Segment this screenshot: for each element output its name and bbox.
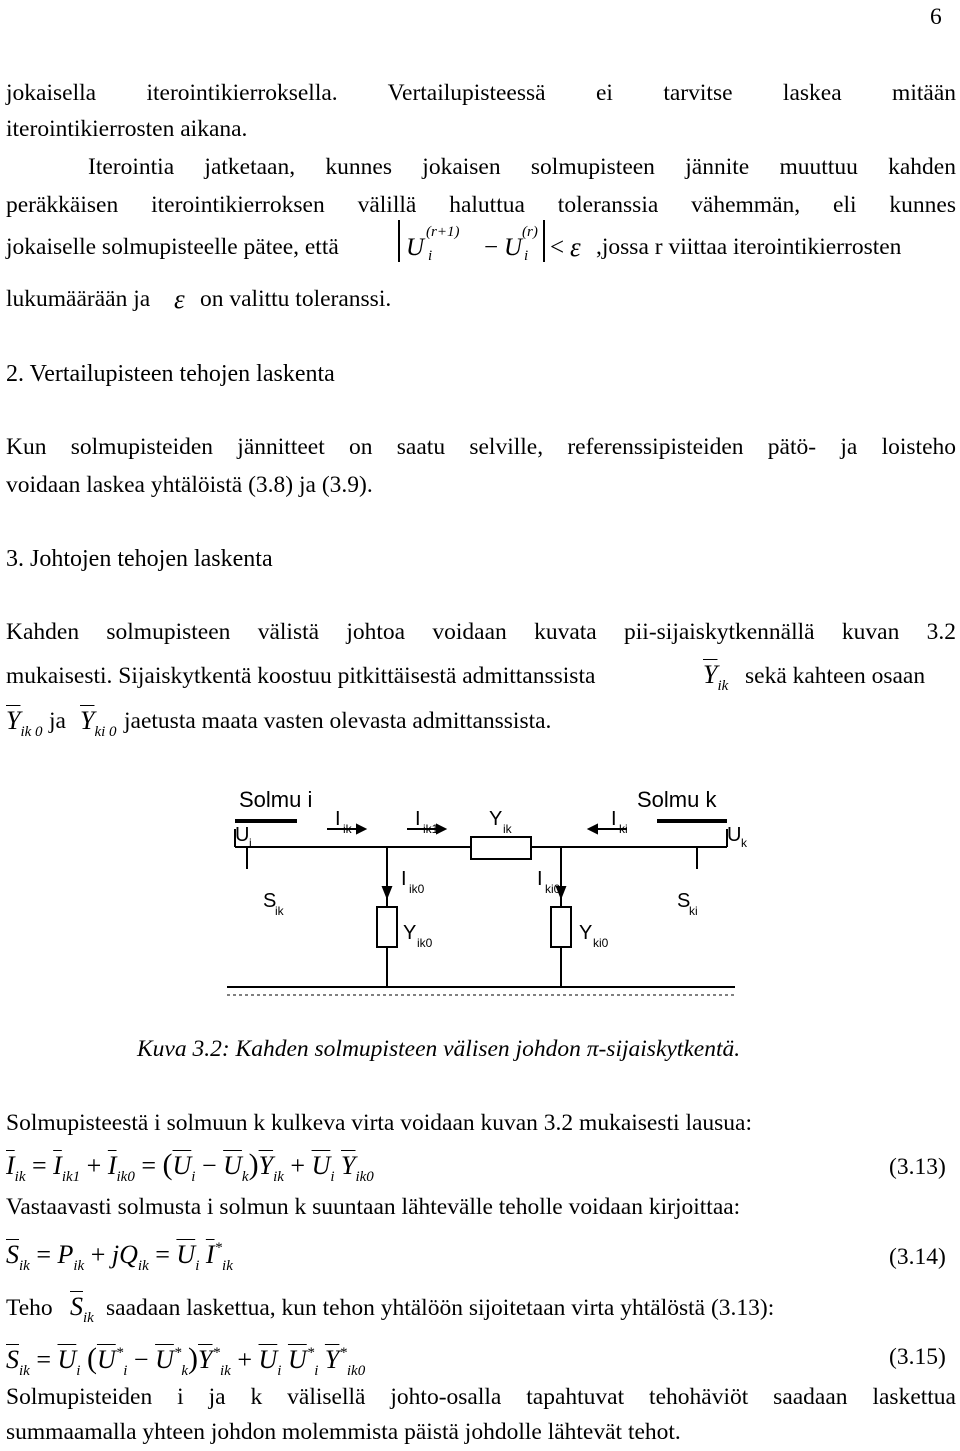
formula-sup-1: (r+1): [426, 224, 460, 240]
paragraph-2-line-1: Iterointia jatketaan, kunnes jokaisen solmupisteen jännite muuttuu kahden: [88, 154, 956, 180]
convergence-formula: [398, 218, 594, 270]
paragraph-4-line-2-start: mukaisesti. Sijaiskytkentä koostuu pitkittäisestä admittanssista: [6, 663, 596, 689]
y-ik0-label: Y: [403, 922, 417, 944]
u-i-label: U: [235, 824, 250, 846]
formula-sup-2: (r): [522, 224, 538, 240]
y-ik-label: Y: [489, 808, 503, 830]
paragraph-5: Solmupisteestä i solmuun k kulkeva virta voidaan kuvan 3.2 mukaisesti lausua:: [6, 1110, 753, 1136]
paragraph-2-line-3-end: ,jossa r viittaa iterointikierrosten: [596, 234, 902, 260]
formula-epsilon: ε: [570, 232, 581, 262]
y-ki0-box: [551, 907, 571, 947]
s-ik-sub: ik: [275, 904, 284, 918]
y-ki0-label: Y: [579, 922, 593, 944]
y-ik0-inline: $\overline{Y}_{ik 0}$: [6, 706, 43, 740]
paragraph-2-line-3-start: jokaiselle solmupisteelle pätee, että: [6, 234, 339, 260]
solmu-i-label: Solmu i: [239, 787, 313, 812]
i-ik1-sub: ik1: [423, 822, 439, 836]
solmu-k-label: Solmu k: [637, 787, 717, 812]
s-ki-sub: ki: [689, 904, 698, 918]
i-ki0-label: I: [537, 868, 543, 890]
formula-sub-1: i: [428, 248, 433, 264]
i-ik0-label: I: [401, 868, 407, 890]
paragraph-2-line-2: peräkkäisen iterointikierroksen välillä haluttua toleranssia vähemmän, eli kunnes: [6, 192, 956, 218]
paragraph-7-start: Teho: [6, 1295, 53, 1321]
section-heading-3: 3. Johtojen tehojen laskenta: [6, 546, 273, 572]
y-ik0-sub: ik0: [417, 936, 433, 950]
u-i-sub: i: [249, 836, 252, 850]
formula-less-than: <: [550, 234, 565, 261]
paragraph-1-line-2: iterointikierrosten aikana.: [6, 116, 248, 142]
equation-3-14: $\overline{S}_{ik} = P_{ik} + jQ_{ik} = \overline{U}_i$ $\overline{I}^*_{ik}$: [6, 1240, 233, 1274]
paragraph-4-line-3-end: jaetusta maata vasten olevasta admittanssista.: [124, 708, 552, 734]
paragraph-7-end: saadaan laskettua, kun tehon yhtälöön sijoitetaan virta yhtälöstä (3.13):: [106, 1295, 775, 1321]
i-ik1-label: I: [415, 808, 421, 830]
y-ki0-inline: $\overline{Y}_{ki 0}$: [80, 706, 117, 740]
abs-bar-right: [543, 220, 545, 262]
i-ik-sub: ik: [343, 822, 352, 836]
paragraph-4-line-1: Kahden solmupisteen välistä johtoa voidaan kuvata pii-sijaiskytkennällä kuvan 3.2: [6, 619, 956, 645]
s-ik-inline: $\overline{S}_{ik}$: [70, 1292, 94, 1326]
y-ik-inline: $\overline{Y}_{ik}$: [703, 660, 729, 694]
y-ik0-box: [377, 907, 397, 947]
pi-circuit-figure: [207, 777, 755, 1022]
equation-3-14-number: (3.14): [889, 1244, 946, 1270]
paragraph-2-line-4-start: lukumäärään ja: [6, 286, 151, 312]
formula-minus: −: [484, 234, 499, 261]
s-ki-label: S: [677, 890, 691, 912]
paragraph-2-line-4-end: on valittu toleranssi.: [200, 286, 392, 312]
paragraph-3-line-2: voidaan laskea yhtälöistä (3.8) ja (3.9).: [6, 472, 373, 498]
y-ik-sub: ik: [503, 822, 512, 836]
paragraph-8-line-2: summaamalla yhteen johdon molemmista päistä johdolle lähtevät tehot.: [6, 1419, 681, 1445]
figure-caption: Kuva 3.2: Kahden solmupisteen välisen johdon π-sijaiskytkentä.: [137, 1036, 741, 1062]
abs-bar-left: [398, 220, 400, 262]
paragraph-3-line-1: Kun solmupisteiden jännitteet on saatu selville, referenssipisteiden pätö- ja loisteho: [6, 434, 956, 460]
u-k-label: U: [727, 824, 742, 846]
formula-u-2: U: [504, 234, 523, 261]
equation-3-13-number: (3.13): [889, 1154, 946, 1180]
equation-3-13: $\overline{I}_{ik} = \overline{I}_{ik1} + \overline{I}_{ik0} = (\overline{U}_i - \overline{U}_k)\overline{Y}_{ik} + \overline{U}_i$ $\overline{Y}_{ik0}$: [6, 1148, 374, 1185]
paragraph-4-line-2-end: sekä kahteen osaan: [745, 663, 926, 689]
paragraph-6: Vastaavasti solmusta i solmun k suuntaan lähtevälle teholle voidaan kirjoittaa:: [6, 1194, 741, 1220]
paragraph-1-line-1: jokaisella iterointikierroksella. Vertailupisteessä ei tarvitse laskea mitään: [6, 80, 956, 106]
i-ki-sub: ki: [619, 822, 628, 836]
y-ki0-sub: ki0: [593, 936, 609, 950]
equation-3-15: $\overline{S}_{ik} = \overline{U}_i$ $(\overline{U}^*_i - \overline{U}^*_k)\overline{Y}^*_{ik} + \overline{U}_i$ $\overline{U}^*_i$ $\overline{Y}^*_{ik0}$: [6, 1342, 366, 1379]
equation-3-15-number: (3.15): [889, 1344, 946, 1370]
i-ik0-sub: ik0: [409, 882, 425, 896]
paragraph-4-line-3-ja: ja: [49, 708, 66, 734]
i-ki0-sub: ki0: [545, 882, 561, 896]
section-heading-2: 2. Vertailupisteen tehojen laskenta: [6, 361, 335, 387]
paragraph-8-line-1: Solmupisteiden i ja k välisellä johto-osalla tapahtuvat tehohäviöt saadaan laskettua: [6, 1384, 956, 1410]
i-ki-label: I: [611, 808, 617, 830]
formula-sub-2: i: [524, 248, 529, 264]
y-ik-box: [471, 837, 531, 859]
i-ik-label: I: [335, 808, 341, 830]
s-ik-label: S: [263, 890, 277, 912]
u-k-sub: k: [741, 836, 747, 850]
formula-u-1: U: [406, 234, 425, 261]
page-number: 6: [930, 4, 942, 30]
epsilon-symbol: ε: [174, 284, 185, 314]
